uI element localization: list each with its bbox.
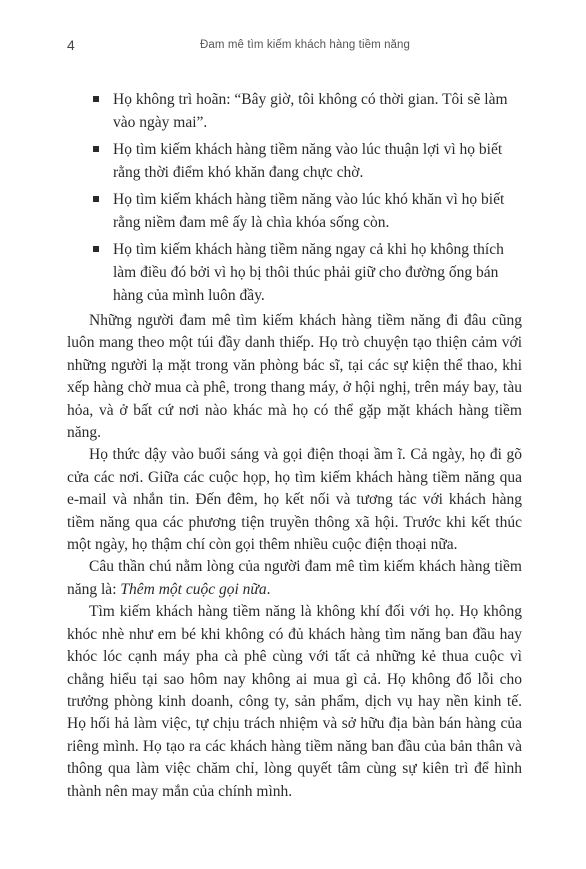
bullet-item: Họ tìm kiếm khách hàng tiềm năng ngay cả khi họ không thích làm điều đó bởi vì họ bị thôi thúc phải giữ cho đường ống bán hàng của mình luôn đầy. bbox=[92, 238, 522, 307]
bullet-item: Họ không trì hoãn: “Bây giờ, tôi không có thời gian. Tôi sẽ làm vào ngày mai”. bbox=[92, 88, 522, 134]
paragraph bbox=[67, 556, 522, 601]
emphasis-text: Thêm một cuộc gọi nữa bbox=[120, 580, 267, 598]
bullet-list bbox=[92, 88, 522, 311]
body-text bbox=[67, 310, 522, 803]
paragraph-tail: . bbox=[266, 580, 271, 598]
page-number: 4 bbox=[67, 37, 75, 53]
bullet-item: Họ tìm kiếm khách hàng tiềm năng vào lúc thuận lợi vì họ biết rằng thời điểm khó khăn đang chực chờ. bbox=[92, 138, 522, 184]
paragraph: Họ thức dậy vào buổi sáng và gọi điện thoại ầm ĩ. Cả ngày, họ đi gõ cửa các nơi. Giữa các cuộc họp, họ tìm kiếm khách hàng tiềm năng qua e-mail và nhắn tin. Đến đêm, họ kết nối và tương tác với khách hàng tiềm năng qua các phương tiện truyền thông xã hội. Trước khi kết thúc một ngày, họ thậm chí còn gọi thêm nhiều cuộc điện thoại nữa. bbox=[67, 446, 522, 554]
paragraph-lead: Câu thần chú nằm lòng của người đam mê tìm kiếm khách hàng tiềm năng là: bbox=[67, 558, 522, 598]
paragraph: Những người đam mê tìm kiếm khách hàng tiềm năng đi đâu cũng luôn mang theo một túi đầy danh thiếp. Họ trò chuyện tạo thiện cảm với những người lạ mặt trong văn phòng bác sĩ, tại các sự kiện thể thao, khi xếp hàng chờ mua cà phê, trong thang máy, ở hội nghị, trên máy bay, tàu hỏa, và ở bất cứ nơi nào khác mà họ có thể gặp mặt khách hàng tiềm năng. bbox=[67, 312, 522, 442]
bullet-item: Họ tìm kiếm khách hàng tiềm năng vào lúc khó khăn vì họ biết rằng niềm đam mê ấy là chìa khóa sống còn. bbox=[92, 188, 522, 234]
paragraph: Tìm kiếm khách hàng tiềm năng là không khí đối với họ. Họ không khóc nhè như em bé khi không có đủ khách hàng tìm năng ban đầu hay khóc lóc cạnh máy pha cà phê cùng với tất cả những kẻ thua cuộc vì chẳng hiểu tại sao hôm nay không ai mua gì cả. Họ không đổ lỗi cho trưởng phòng kinh doanh, công ty, sản phẩm, dịch vụ hay nền kinh tế. Họ hối hả làm việc, tự chịu trách nhiệm và sở hữu địa bàn bán hàng của riêng mình. Họ tạo ra các khách hàng tiềm năng ban đầu của bản thân và thông qua làm việc chăm chỉ, lòng quyết tâm cùng sự kiên trì để hình thành nên may mắn của chính mình. bbox=[67, 603, 522, 800]
running-header: Đam mê tìm kiếm khách hàng tiềm năng bbox=[200, 39, 411, 51]
